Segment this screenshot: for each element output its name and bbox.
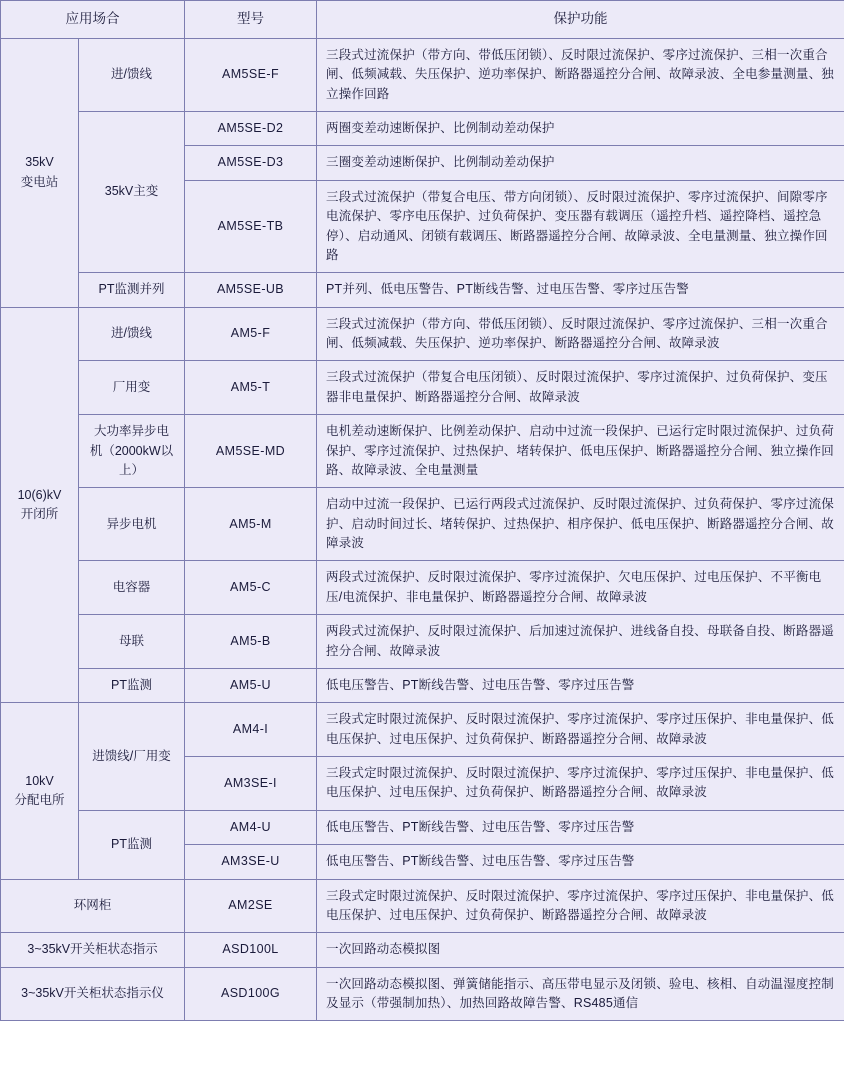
table-row [1, 488, 844, 561]
table-row [1, 561, 844, 615]
cell-application: 35kV主变 [79, 112, 185, 273]
column-header-model: 型号 [185, 1, 317, 39]
table-row [1, 307, 844, 361]
table-row [1, 810, 844, 844]
cell-application: 异步电机 [79, 488, 185, 561]
table-row [1, 703, 844, 757]
cell-protection-function: 三段式定时限过流保护、反时限过流保护、零序过流保护、零序过压保护、非电量保护、低电压保护、过电压保护、过负荷保护、断路器遥控分合闸、故障录波 [317, 703, 844, 757]
cell-application-scene: 3~35kV开关柜状态指示 [1, 933, 185, 967]
table-header [1, 1, 844, 39]
cell-protection-function: 三段式过流保护（带方向、带低压闭锁）、反时限过流保护、零序过流保护、三相一次重合闸、低频减载、失压保护、逆功率保护、断路器遥控分合闸、故障录波、全电参量测量、独立操作回路 [317, 38, 844, 111]
cell-protection-function: 三段式过流保护（带复合电压闭锁）、反时限过流保护、零序过流保护、过负荷保护、变压器非电量保护、断路器遥控分合闸、故障录波 [317, 361, 844, 415]
cell-model: AM3SE-U [185, 845, 317, 879]
cell-protection-function: 三段式过流保护（带方向、带低压闭锁）、反时限过流保护、零序过流保护、三相一次重合闸、低频减载、失压保护、逆功率保护、断路器遥控分合闸、故障录波 [317, 307, 844, 361]
cell-model: ASD100G [185, 967, 317, 1021]
cell-application: 进馈线/厂用变 [79, 703, 185, 811]
table-row [1, 112, 844, 146]
table-row [1, 361, 844, 415]
cell-model: AM5-T [185, 361, 317, 415]
cell-protection-function: 两段式过流保护、反时限过流保护、后加速过流保护、进线备自投、母联备自投、断路器遥控分合闸、故障录波 [317, 615, 844, 669]
cell-application: PT监测并列 [79, 273, 185, 307]
table-row [1, 668, 844, 702]
table-row [1, 933, 844, 967]
cell-protection-function: 电机差动速断保护、比例差动保护、启动中过流一段保护、已运行定时限过流保护、过负荷保护、零序过流保护、过热保护、堵转保护、低电压保护、断路器遥控分合闸、独立操作回路、故障录波、全电量测量 [317, 415, 844, 488]
cell-model: AM5-U [185, 668, 317, 702]
cell-protection-function: 两圈变差动速断保护、比例制动差动保护 [317, 112, 844, 146]
cell-application: 母联 [79, 615, 185, 669]
table-row [1, 967, 844, 1021]
cell-protection-function: PT并列、低电压警告、PT断线告警、过电压告警、零序过压告警 [317, 273, 844, 307]
table-header-row [1, 1, 844, 39]
cell-model: ASD100L [185, 933, 317, 967]
table-row [1, 879, 844, 933]
cell-model: AM5-B [185, 615, 317, 669]
cell-protection-function: 两段式过流保护、反时限过流保护、零序过流保护、欠电压保护、过电压保护、不平衡电压/电流保护、非电量保护、断路器遥控分合闸、故障录波 [317, 561, 844, 615]
table-row [1, 273, 844, 307]
cell-scene-group: 35kV 变电站 [1, 38, 79, 307]
cell-model: AM5SE-D2 [185, 112, 317, 146]
cell-protection-function: 三段式过流保护（带复合电压、带方向闭锁）、反时限过流保护、零序过流保护、间隙零序电流保护、零序电压保护、过负荷保护、变压器有载调压（遥控升档、遥控降档、遥控急停）、启动通风、闭锁有载调压、断路器遥控分合闸、故障录波、全电量测量、独立操作回路 [317, 180, 844, 273]
cell-application: PT监测 [79, 810, 185, 879]
cell-application: 进/馈线 [79, 307, 185, 361]
cell-model: AM3SE-I [185, 757, 317, 811]
cell-protection-function: 三段式定时限过流保护、反时限过流保护、零序过流保护、零序过压保护、非电量保护、低电压保护、过电压保护、过负荷保护、断路器遥控分合闸、故障录波 [317, 879, 844, 933]
cell-model: AM4-I [185, 703, 317, 757]
cell-application: 电容器 [79, 561, 185, 615]
cell-model: AM5SE-D3 [185, 146, 317, 180]
cell-model: AM5-M [185, 488, 317, 561]
cell-scene-group: 10(6)kV 开闭所 [1, 307, 79, 703]
table-row [1, 415, 844, 488]
table-body [1, 38, 844, 1021]
table-row [1, 615, 844, 669]
cell-application: 进/馈线 [79, 38, 185, 111]
cell-protection-function: 启动中过流一段保护、已运行两段式过流保护、反时限过流保护、过负荷保护、零序过流保护、启动时间过长、堵转保护、过热保护、相序保护、低电压保护、断路器遥控分合闸、故障录波 [317, 488, 844, 561]
table-row [1, 38, 844, 111]
cell-model: AM4-U [185, 810, 317, 844]
cell-model: AM2SE [185, 879, 317, 933]
cell-protection-function: 一次回路动态模拟图、弹簧储能指示、高压带电显示及闭锁、验电、核相、自动温湿度控制及显示（带强制加热）、加热回路故障告警、RS485通信 [317, 967, 844, 1021]
cell-application: PT监测 [79, 668, 185, 702]
cell-model: AM5-C [185, 561, 317, 615]
cell-protection-function: 一次回路动态模拟图 [317, 933, 844, 967]
column-header-protection-function: 保护功能 [317, 1, 844, 39]
cell-protection-function: 低电压警告、PT断线告警、过电压告警、零序过压告警 [317, 810, 844, 844]
cell-application: 大功率异步电机（2000kW以上） [79, 415, 185, 488]
cell-model: AM5SE-TB [185, 180, 317, 273]
column-header-application-scene: 应用场合 [1, 1, 185, 39]
cell-protection-function: 低电压警告、PT断线告警、过电压告警、零序过压告警 [317, 845, 844, 879]
cell-application-scene: 环网柜 [1, 879, 185, 933]
cell-application-scene: 3~35kV开关柜状态指示仪 [1, 967, 185, 1021]
cell-model: AM5SE-F [185, 38, 317, 111]
cell-model: AM5SE-MD [185, 415, 317, 488]
cell-application: 厂用变 [79, 361, 185, 415]
cell-model: AM5-F [185, 307, 317, 361]
cell-protection-function: 三圈变差动速断保护、比例制动差动保护 [317, 146, 844, 180]
cell-model: AM5SE-UB [185, 273, 317, 307]
cell-scene-group: 10kV 分配电所 [1, 703, 79, 879]
cell-protection-function: 低电压警告、PT断线告警、过电压告警、零序过压告警 [317, 668, 844, 702]
cell-protection-function: 三段式定时限过流保护、反时限过流保护、零序过流保护、零序过压保护、非电量保护、低电压保护、过电压保护、过负荷保护、断路器遥控分合闸、故障录波 [317, 757, 844, 811]
